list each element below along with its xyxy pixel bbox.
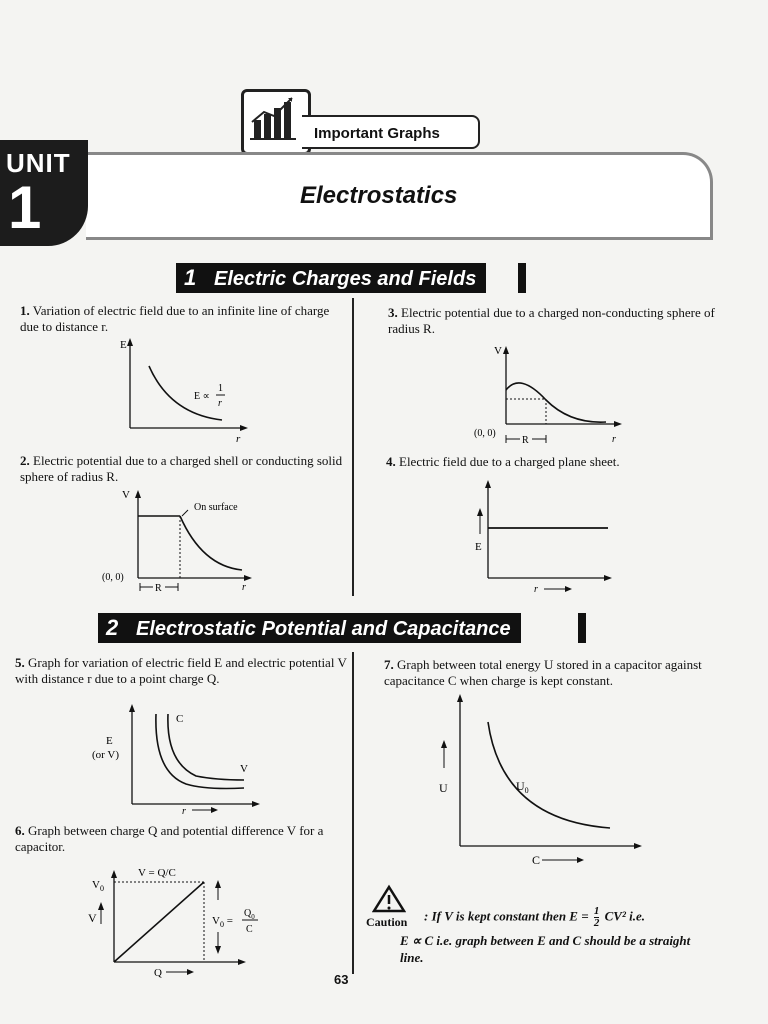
chapter-title: Electrostatics bbox=[300, 182, 458, 209]
graph-1-frac-den: r bbox=[218, 398, 222, 409]
graph-2-origin: (0, 0) bbox=[102, 572, 124, 583]
section-2-title: Electrostatic Potential and Capacitance bbox=[136, 618, 511, 640]
item-2-text: Electric potential due to a charged shell or conducting solid sphere of radius R. bbox=[20, 453, 343, 484]
section-1-number: 1 bbox=[184, 265, 197, 290]
graph-2-x-label: r bbox=[242, 582, 246, 593]
graph-2-note: On surface bbox=[194, 502, 238, 513]
graph-6-x-label: Q bbox=[154, 967, 162, 979]
item-7-number: 7. bbox=[384, 657, 394, 672]
item-1-number: 1. bbox=[20, 303, 30, 318]
graph-7-x-label: C bbox=[532, 853, 541, 867]
graph-4 bbox=[470, 474, 620, 596]
graph-1-equation: E ∝ bbox=[194, 391, 210, 402]
item-1 bbox=[20, 303, 350, 335]
item-6-number: 6. bbox=[15, 823, 25, 838]
item-3-text: Electric potential due to a charged non-conducting sphere of radius R. bbox=[388, 305, 715, 336]
item-4 bbox=[386, 454, 726, 470]
item-5 bbox=[15, 655, 347, 687]
caution-line-1-text: : If V is kept constant then E = bbox=[424, 908, 589, 924]
caution-line-1-end: CV² i.e. bbox=[604, 908, 646, 924]
item-4-text: Electric field due to a charged plane sheet. bbox=[399, 454, 620, 469]
graph-2-y-label: V bbox=[122, 489, 130, 501]
caution-label: Caution bbox=[366, 915, 408, 929]
graph-6 bbox=[84, 860, 274, 980]
section-2-heading bbox=[98, 613, 521, 643]
graph-6-y-label: V bbox=[88, 911, 97, 925]
caution-line-2: E ∝ C i.e. graph between E and C should be a straight line. bbox=[400, 933, 691, 965]
caution-fraction: $\frac{1}{2}$ bbox=[593, 905, 600, 929]
item-7-text: Graph between total energy U stored in a capacitor against capacitance C when charge is kept constant. bbox=[384, 657, 702, 688]
item-4-number: 4. bbox=[386, 454, 396, 469]
graph-6-eq-num: $Q_0$ bbox=[244, 908, 255, 921]
column-divider-1 bbox=[352, 298, 354, 596]
graph-5-v-label: V bbox=[240, 763, 248, 775]
column-divider-2 bbox=[352, 652, 354, 974]
item-2-number: 2. bbox=[20, 453, 30, 468]
unit-number: 1 bbox=[8, 174, 42, 241]
item-6 bbox=[15, 823, 347, 855]
graph-2-r-span: R bbox=[155, 583, 162, 594]
graph-3-r-span: R bbox=[522, 435, 529, 446]
section-2-number: 2 bbox=[106, 615, 119, 640]
graph-6-eq-left: $V_0$ = bbox=[212, 915, 233, 929]
item-7 bbox=[384, 657, 724, 689]
caution-line-1 bbox=[424, 906, 645, 929]
graph-3-x-label: r bbox=[612, 434, 616, 445]
graph-5-y-label-alt: (or V) bbox=[92, 749, 119, 761]
graph-3 bbox=[472, 342, 632, 448]
item-3-number: 3. bbox=[388, 305, 398, 320]
section-2-bar bbox=[578, 613, 586, 643]
section-1-title: Electric Charges and Fields bbox=[214, 268, 477, 290]
graph-3-origin: (0, 0) bbox=[474, 428, 496, 439]
item-6-text: Graph between charge Q and potential difference V for a capacitor. bbox=[15, 823, 324, 854]
page-number: 63 bbox=[334, 972, 349, 987]
graph-4-x-label: r bbox=[534, 584, 538, 595]
graph-6-eq-den: C bbox=[246, 924, 253, 935]
bar-chart-icon bbox=[244, 92, 302, 146]
caution-icon bbox=[372, 884, 406, 914]
graph-1-x-label: r bbox=[236, 433, 241, 445]
item-3 bbox=[388, 305, 728, 337]
graph-6-vq-label: V = Q/C bbox=[138, 867, 176, 879]
graph-6-v0: $V_0$ bbox=[92, 879, 104, 893]
section-1-bar bbox=[518, 263, 526, 293]
graph-1 bbox=[112, 336, 252, 448]
graph-4-y-label: E bbox=[475, 541, 482, 553]
graph-5 bbox=[76, 700, 266, 818]
graph-7-y-label: U bbox=[439, 781, 448, 795]
item-2 bbox=[20, 453, 350, 485]
item-1-text: Variation of electric field due to an infinite line of charge due to distance r. bbox=[20, 303, 330, 334]
graph-3-y-label: V bbox=[494, 345, 502, 357]
unit-badge bbox=[0, 140, 88, 246]
item-5-number: 5. bbox=[15, 655, 25, 670]
item-5-text: Graph for variation of electric field E and electric potential V with distance r due to a point charge Q. bbox=[15, 655, 347, 686]
graph-5-x-label: r bbox=[182, 806, 186, 817]
graph-2 bbox=[102, 486, 262, 596]
unit-word: UNIT bbox=[6, 148, 71, 178]
graph-1-frac-num: 1 bbox=[218, 383, 223, 394]
graph-icon-box bbox=[241, 89, 311, 155]
graph-5-y-label: E bbox=[106, 735, 113, 747]
graph-5-c-label: C bbox=[176, 713, 184, 725]
important-graphs-label: Important Graphs bbox=[302, 115, 480, 149]
section-1-heading bbox=[176, 263, 486, 293]
graph-1-y-label: E bbox=[120, 339, 127, 351]
graph-7 bbox=[430, 688, 650, 870]
graph-7-curve-label: $U_0$ bbox=[516, 779, 529, 795]
